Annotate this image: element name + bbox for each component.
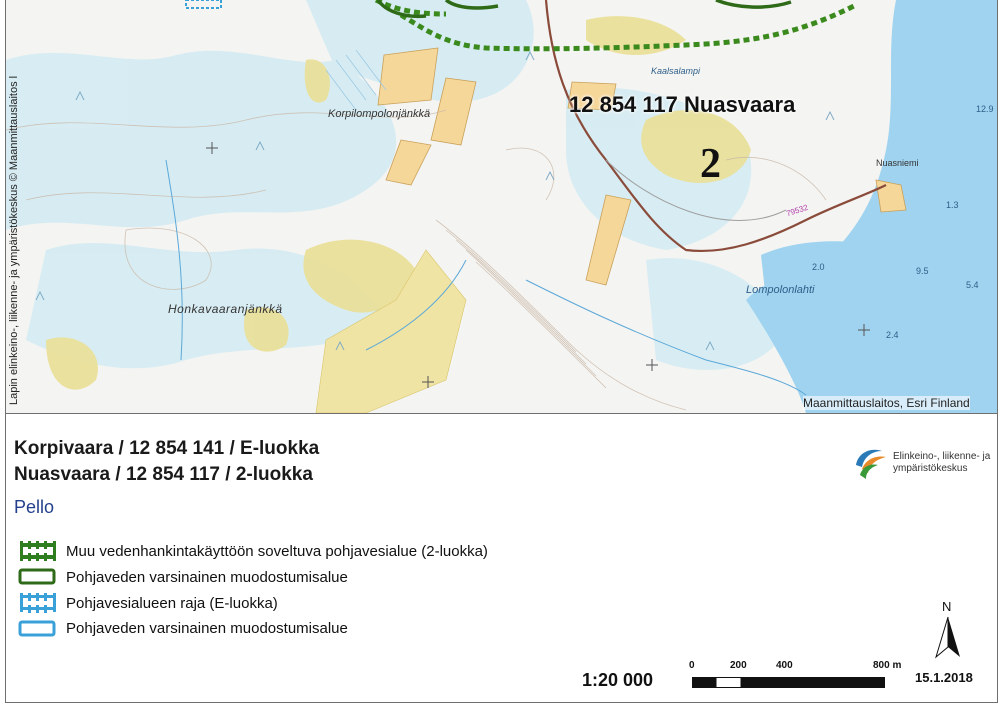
legend-label: Muu vedenhankintakäyttöön soveltuva pohjavesialue (2-luokka) [66, 543, 488, 560]
legend-label: Pohjavesialueen raja (E-luokka) [66, 595, 278, 612]
map-date: 15.1.2018 [915, 670, 973, 685]
map-area-class: 2 [700, 141, 721, 187]
north-label: N [942, 599, 952, 614]
map-view[interactable] [6, 0, 997, 413]
place-name-korpilompolo: Korpilompolonjänkkä [328, 108, 431, 120]
scale-tick-label: 800 m [873, 660, 902, 671]
north-arrow-icon [934, 615, 962, 659]
lake-depth: 2.4 [886, 330, 899, 340]
scale-ratio: 1:20 000 [582, 670, 654, 690]
scale-tick-label: 400 [776, 660, 793, 671]
legend-symbol-box-green [18, 568, 58, 586]
legend-symbol-box-blue [18, 620, 58, 638]
logo-text-2: ympäristökeskus [893, 463, 968, 474]
lake-depth: 12.9 [976, 104, 994, 114]
legend-label: Pohjaveden varsinainen muodostumisalue [66, 620, 348, 637]
place-name-lompolonlahti: Lompolonlahti [746, 284, 815, 296]
municipality-name: Pello [14, 497, 55, 517]
copyright-side-text: Lapin elinkeino-, liikenne- ja ympäristökeskus © Maanmittauslaitos l [8, 75, 20, 405]
ely-logo [852, 445, 892, 481]
title-line-1: Korpivaara / 12 854 141 / E-luokka [14, 438, 320, 459]
place-name-kaalsalampi: Kaalsalampi [651, 66, 701, 76]
map-attribution: Maanmittauslaitos, Esri Finland [803, 396, 970, 410]
lake-depth: 9.5 [916, 266, 929, 276]
road-number: 79532 [785, 202, 810, 219]
place-name-honkavaara: Honkavaaranjänkkä [168, 302, 283, 316]
map-area-label: 12 854 117 Nuasvaara [569, 92, 796, 117]
place-name-nuasniemi: Nuasniemi [876, 158, 919, 168]
legend-symbol-dashed-green [18, 541, 58, 561]
title-line-2: Nuasvaara / 12 854 117 / 2-luokka [14, 464, 313, 485]
legend-symbol-dashed-blue [18, 593, 58, 613]
lake-depth: 1.3 [946, 200, 959, 210]
map-canvas [6, 0, 997, 413]
map-legend-divider [6, 413, 997, 414]
legend-label: Pohjaveden varsinainen muodostumisalue [66, 569, 348, 586]
scale-tick-label: 0 [689, 660, 695, 671]
ely-logo-icon [852, 445, 892, 481]
logo-text-1: Elinkeino-, liikenne- ja [893, 451, 991, 462]
scale-bar [692, 675, 885, 686]
lake-depth: 2.0 [812, 262, 825, 272]
scale-tick-label: 200 [730, 660, 747, 671]
lake-depth: 5.4 [966, 280, 979, 290]
